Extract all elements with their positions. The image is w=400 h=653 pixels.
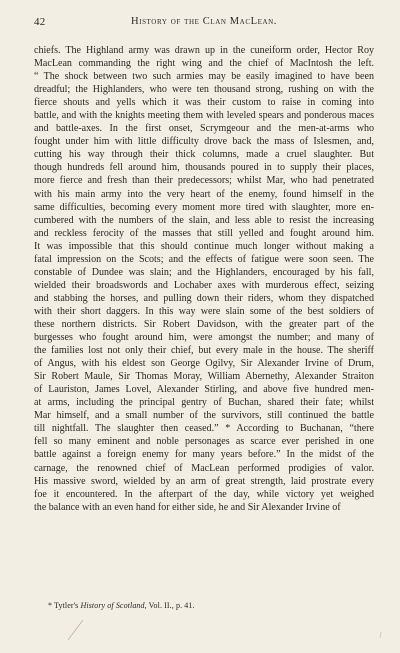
text-line: chiefs. The Highland army was drawn up in the cuneiform order, Hector Roy — [34, 45, 374, 56]
text-line: fatal impression on the Scots; and the effects of fatigue were soon seen. The — [34, 253, 374, 265]
text-line: carnage, the renowned chief of MacLean performed prodigies of valor. — [34, 462, 374, 474]
text-line: burgesses who fought around him, were amongst the number; and many of — [34, 332, 374, 344]
text-line: cumbered with the numbers of the slain, and less able to resist the increasing — [34, 214, 374, 226]
text-line: of Lauriston, James Lovel, Alexander Stirling, and above five hundred men- — [34, 384, 374, 396]
running-title: History of the Clan MacLean. — [130, 16, 278, 27]
text-line: and battle-axes. In the first onset, Scrymgeour and the men-at-arms who — [34, 123, 374, 135]
text-line: till nightfall. The slaughter then ceased.” * According to Buchanan, “there — [34, 423, 374, 435]
text-line: wielded their broadswords and Lochaber axes with murderous effect, seizing — [34, 279, 374, 291]
footnote-citation: , Vol. II., p. 41. — [144, 601, 195, 610]
text-line: fierce shouts and yells which it was their custom to raise in coming into — [34, 97, 374, 109]
text-line: of Angus, with his eldest son George Ogilvy, Sir Alexander Irvine of Drum, — [34, 358, 374, 370]
text-line: though hundreds fell around him, thousands poured in to supply their places, — [34, 162, 374, 174]
text-line: battle against a foreign enemy for many years before.” In the midst of the — [34, 449, 374, 461]
text-line: with his main army into the very heart of the enemy, found himself in the — [34, 188, 374, 200]
text-line: same difficulties, becoming every moment more tired with slaughter, more en- — [34, 201, 374, 213]
text-line: Sir Robert Maule, Sir Thomas Moray, William Abernethy, Alexander Straiton — [34, 371, 374, 383]
text-line: It was impossible that this should continue much longer without making a — [34, 240, 374, 252]
text-line: the balance with an even hand for either side, he and Sir Alexander Irvine of — [34, 501, 341, 513]
text-line: His massive sword, wielded by an arm of great strength, laid prostrate every — [34, 475, 374, 487]
text-line: and reckless ferocity of the masses that still yelled and fought around him. — [34, 227, 374, 239]
footnote-title: History of Scotland — [80, 601, 145, 610]
text-line: fell so many eminent and noble personages as scarce ever perished in one — [34, 436, 374, 448]
text-line: at arms, including the principal gentry of Buchan, shared their fate; whilst — [34, 397, 374, 409]
footnote-marker: * Tytler's — [48, 601, 81, 610]
text-line: Mar himself, and a small number of the survivors, still continued the battle — [34, 410, 374, 422]
text-line: cutting his way through their thick columns, made a cruel slaughter. But — [34, 149, 374, 161]
text-line: battle, and with the knights meeting them with leveled spears and ponderous maces — [34, 110, 374, 122]
text-line: “ The shock between two such armies may be easily imagined to have been — [34, 71, 374, 83]
page-number: 42 — [34, 16, 46, 28]
text-line: the families lost not only their chief, but every male in the house. The sheriff — [34, 345, 374, 357]
text-line: constable of Dundee was slain; and the Highlanders, encouraged by his fall, — [34, 266, 374, 278]
text-line: MacLean commanding the right wing and the chief of MacIntosh the left. — [34, 58, 374, 70]
text-line: and stabbing the horses, and pulling down their riders, whom they dispatched — [34, 292, 374, 304]
text-line: dreadful; the Highlanders, who were ten thousand strong, rushing on with the — [34, 84, 374, 96]
text-line: foe it encountered. In the afterpart of the day, while victory yet weighed — [34, 488, 374, 500]
text-line: these northern districts. Sir Robert Davidson, with the greater part of the — [34, 318, 374, 330]
text-line: with their short daggers. In this way were slain some of the best soldiers of — [34, 305, 374, 317]
text-line: more fierce and fresh than their predecessors; whilst Mar, who had penetrated — [34, 175, 374, 187]
text-line: fought under him with little difficulty drove back the mass of Islesmen, and, — [34, 136, 374, 148]
